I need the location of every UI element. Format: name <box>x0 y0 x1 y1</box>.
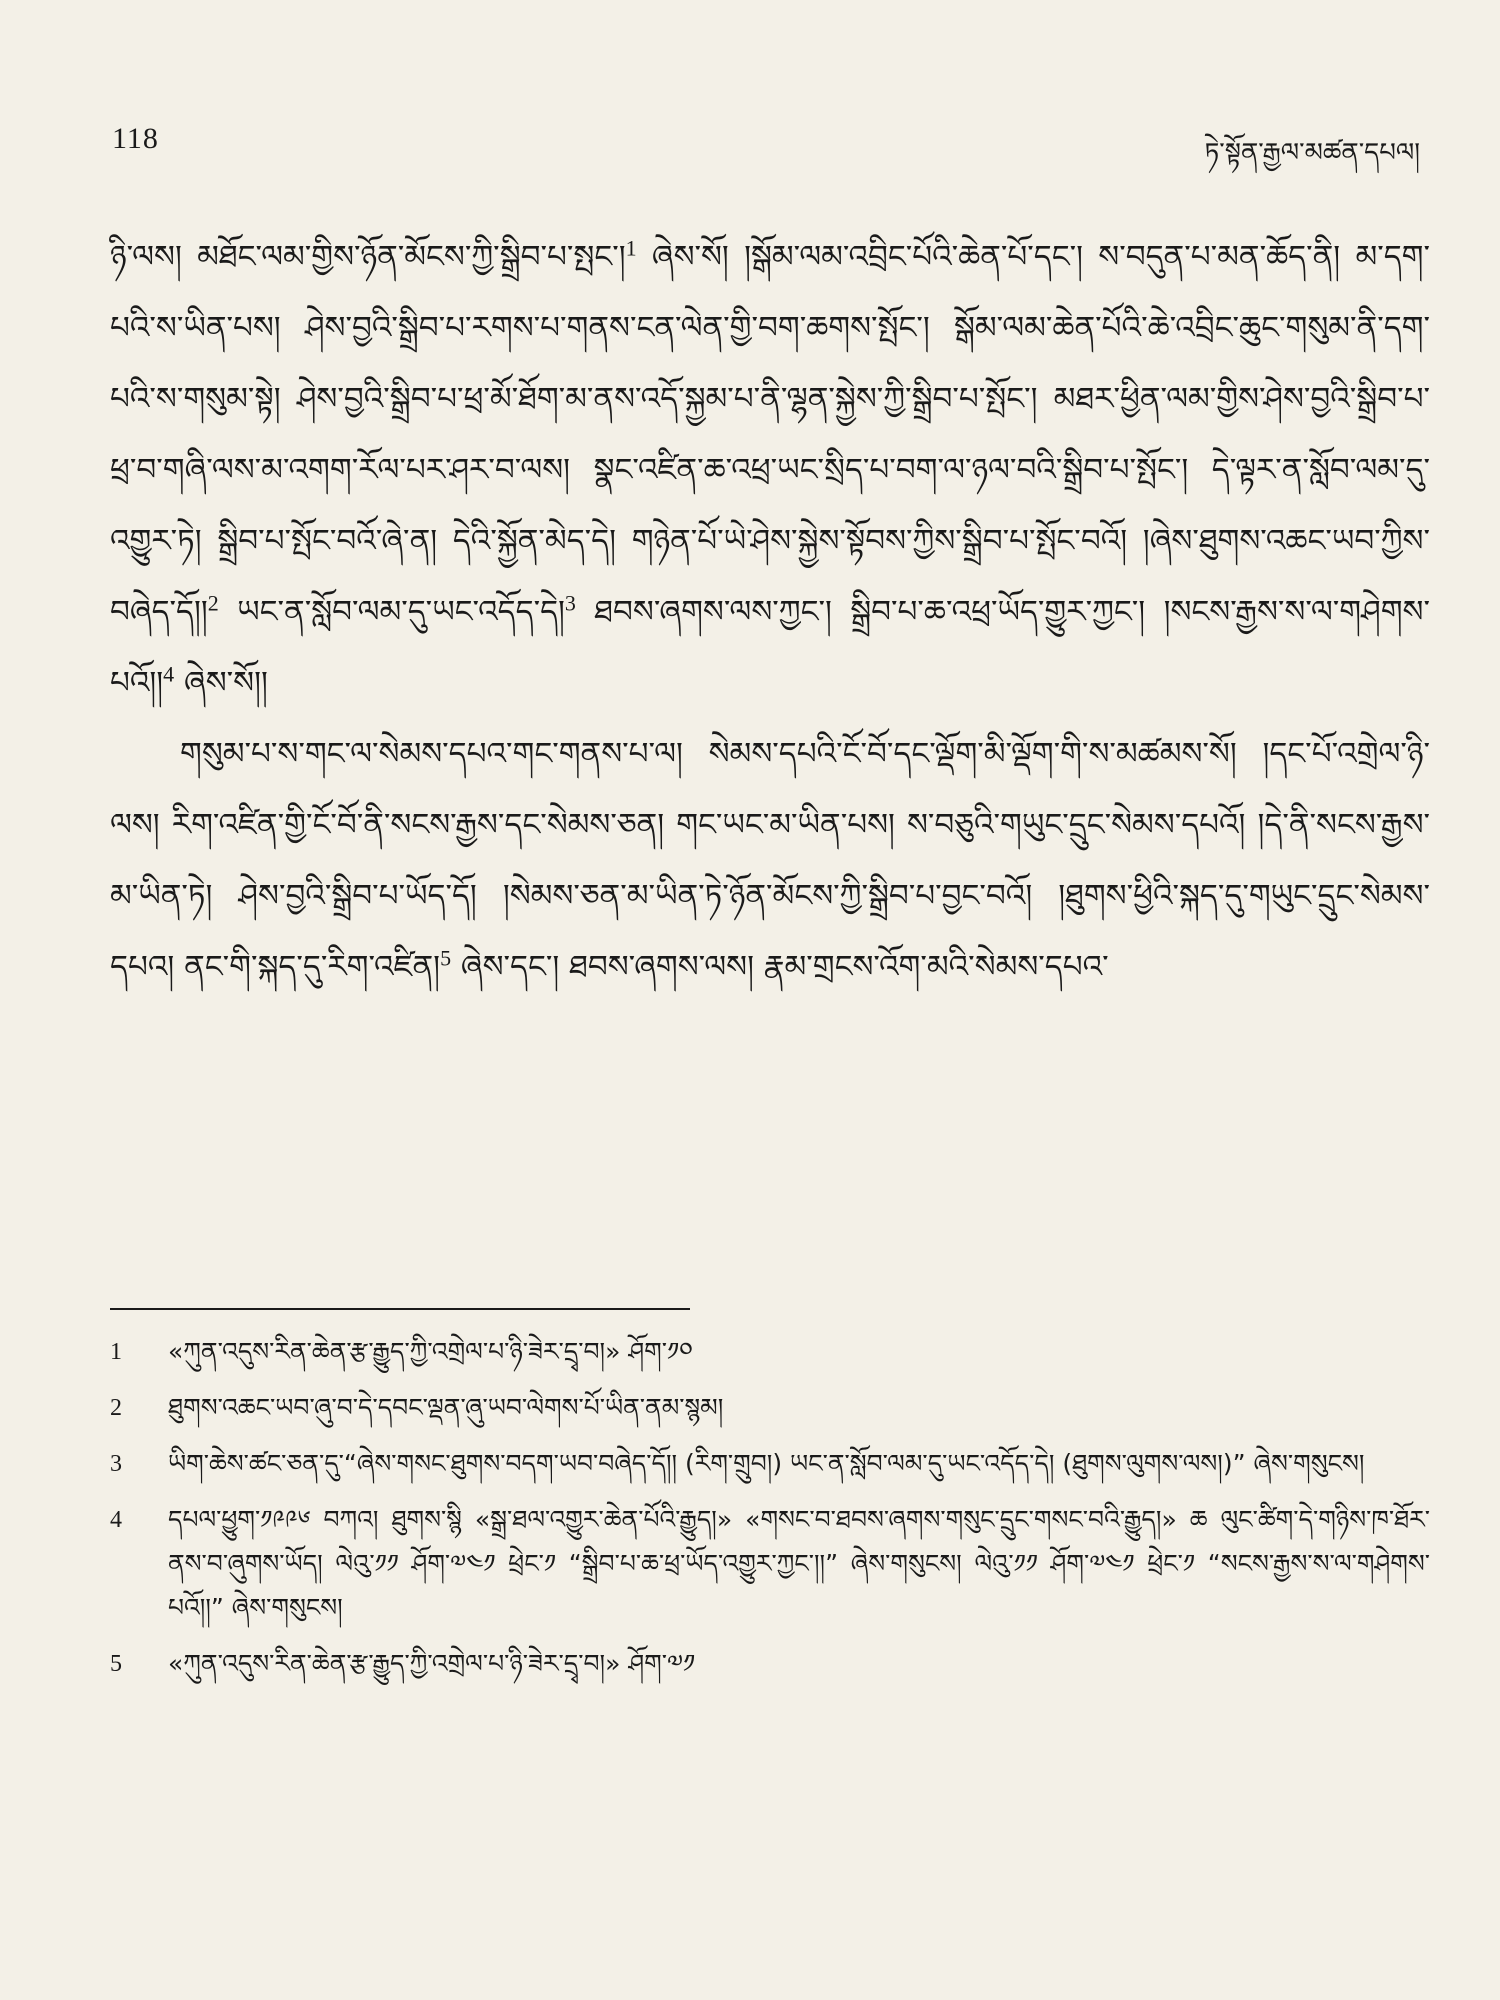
footnote-ref-3[interactable]: 3 <box>564 590 576 616</box>
paragraph-2 <box>110 719 1430 1003</box>
footnote-number: 3 <box>110 1451 122 1477</box>
footnote-divider <box>110 1308 690 1310</box>
footnote-number: 5 <box>110 1651 122 1677</box>
body-text <box>110 222 1430 1003</box>
footnote-ref-1[interactable]: 1 <box>625 235 637 261</box>
footnote-text: ཐུགས་འཆང་ཡབ་ཞུ་བ་དེ་དབང་ལྡན་ཞུ་ཡབ་ལེགས་པོ་ཡིན་ནམ་སྙམ། <box>168 1393 724 1422</box>
footnote-text: «ཀུན་འདུས་རིན་ཆེན་རྩ་རྒྱུད་ཀྱི་འགྲེལ་པ་ཉི་ཟེར་དྲྭ་བ།» ཤོག་༧༡ <box>168 1649 696 1678</box>
footnote-text: «ཀུན་འདུས་རིན་ཆེན་རྩ་རྒྱུད་ཀྱི་འགྲེལ་པ་ཉི་ཟེར་དྲྭ་བ།» ཤོག་༡༠ <box>168 1337 693 1366</box>
footnotes <box>110 1330 1430 1698</box>
footnote-item <box>110 1386 1430 1430</box>
paragraph-2-text-b: ཞེས་དང་། ཐབས་ཞགས་ལས། རྣམ་གྲངས་འོག་མའི་སེམས་དཔའ་ <box>451 949 1109 985</box>
footnote-number: 2 <box>110 1395 122 1421</box>
footnote-item <box>110 1642 1430 1686</box>
footnote-text: དཔལ་ཕྱུག་༡༩༩༦ བཀའ། ཐུགས་སྙི «སྒྲ་ཐལ་འགྱུར་ཆེན་པོའི་རྒྱུད།» «གསང་བ་ཐབས་ཞགས་གསུང་དྲུང་གསང་བའི་རྒྱུད།» ཆ ལུང་ཚིག་དེ་གཉིས་ཁ་ཐོར་ནས་བ་ཞུགས་ཡོད། ལེའུ་༡༡ ཤོག་༧༤༡ ཕྲེང་༡ “སྒྲིབ་པ་ཆ་ཕྲ་ཡོད་འགྱུར་ཀྱང་།།” ཞེས་གསུངས། ལེའུ་༡༡ ཤོག་༧༤༡ ཕྲེང་༡ “སངས་རྒྱས་ས་ལ་གཤེགས་པའོ།།” ཞེས་གསུངས། <box>168 1505 1430 1622</box>
footnote-number: 1 <box>110 1339 122 1365</box>
paragraph-1-text-d: ཐབས་ཞགས་ལས་ཀྱང་། སྒྲིབ་པ་ཆ་འཕྲ་ཡོད་གྱུར་ཀྱང་། །སངས་རྒྱས་ས་ལ་གཤེགས་པའོ།། <box>110 594 1430 701</box>
running-title: ཏེ་སྟོན་རྒྱལ་མཚན་དཔལ། <box>1204 138 1420 168</box>
footnote-item <box>110 1330 1430 1374</box>
footnote-ref-2[interactable]: 2 <box>207 590 219 616</box>
paragraph-1-text-a: ཉི་ལས། མཐོང་ལམ་གྱིས་ཉོན་མོངས་ཀྱི་སྒྲིབ་པ་སྤང་། <box>110 239 626 275</box>
paragraph-1-text-b: ཞེས་སོ། །སྒོམ་ལམ་འབྲིང་པོའི་ཆེན་པོ་དང་། ས་བདུན་པ་མན་ཆོད་ནི། མ་དག་པའི་ས་ཡིན་པས། ཤེས་བྱའི་སྒྲིབ་པ་རགས་པ་གནས་ངན་ལེན་གྱི་བག་ཆགས་སྤོང་། སྒོམ་ལམ་ཆེན་པོའི་ཆེ་འབྲིང་ཆུང་གསུམ་ནི་དག་པའི་ས་གསུམ་སྟེ། ཤེས་བྱའི་སྒྲིབ་པ་ཕྲ་མོ་ཐོག་མ་ནས་འདོ་སྐྱམ་པ་ནི་ལྷན་སྐྱེས་ཀྱི་སྒྲིབ་པ་སྤོང་། མཐར་ཕྱིན་ལམ་གྱིས་ཤེས་བྱའི་སྒྲིབ་པ་ཕྲ་བ་གཞི་ལས་མ་འགག་རོལ་པར་ཤར་བ་ལས། སྣང་འཛིན་ཆ་འཕྲ་ཡང་སྲིད་པ་བག་ལ་ཉལ་བའི་སྒྲིབ་པ་སྤོང་། དེ་ལྟར་ན་སློབ་ལམ་དུ་འགྱུར་ཏེ། སྒྲིབ་པ་སྤོང་བའོ་ཞེ་ན། དེའི་སྐྱོན་མེད་དེ། གཉེན་པོ་ཡེ་ཤེས་སྐྱེས་སྟོབས་ཀྱིས་སྒྲིབ་པ་སྤོང་བའོ། །ཞེས་ཐུགས་འཆང་ཡབ་ཀྱིས་བཞེད་དོ།། <box>110 239 1430 630</box>
footnote-text: ཡིག་ཆེས་ཚང་ཅན་དུ་“ཞེས་གསང་ཐུགས་བདག་ཡབ་བཞེད་དོ།། (རིག་གྲུབ།) ཡང་ན་སློབ་ལམ་དུ་ཡང་འདོད་དེ། (ཐུགས་ལུགས་ལས།)” ཞེས་གསུངས། <box>168 1449 1365 1478</box>
footnote-item <box>110 1442 1430 1486</box>
paragraph-1-text-c: ཡང་ན་སློབ་ལམ་དུ་ཡང་འདོད་དེ། <box>218 594 565 630</box>
page-number: 118 <box>112 122 159 155</box>
footnote-number: 4 <box>110 1507 122 1533</box>
footnote-ref-4[interactable]: 4 <box>163 661 175 687</box>
paragraph-2-text-a: གསུམ་པ་ས་གང་ལ་སེམས་དཔའ་གང་གནས་པ་ལ། སེམས་དཔའི་ངོ་བོ་དང་ལྡོག་མི་ལྡོག་གི་ས་མཚམས་སོ། །དང་པོ་འགྲེལ་ཉི་ལས། རིག་འཛིན་གྱི་ངོ་བོ་ནི་སངས་རྒྱས་དང་སེམས་ཅན། གང་ཡང་མ་ཡིན་པས། ས་བཅུའི་གཡུང་དྲུང་སེམས་དཔའོ། །དེ་ནི་སངས་རྒྱས་མ་ཡིན་ཏེ། ཤེས་བྱའི་སྒྲིབ་པ་ཡོད་དོ། །སེམས་ཅན་མ་ཡིན་ཏེ་ཉོན་མོངས་ཀྱི་སྒྲིབ་པ་བྱང་བའོ། །ཐུགས་ཕྱིའི་སྐད་དུ་གཡུང་དྲུང་སེམས་དཔའ། ནང་གི་སྐད་དུ་རིག་འཛིན། <box>110 736 1430 985</box>
paragraph-1 <box>110 222 1430 719</box>
footnote-ref-5[interactable]: 5 <box>440 945 452 971</box>
paragraph-1-text-e: ཞེས་སོ།། <box>174 665 268 701</box>
footnote-item <box>110 1498 1430 1630</box>
